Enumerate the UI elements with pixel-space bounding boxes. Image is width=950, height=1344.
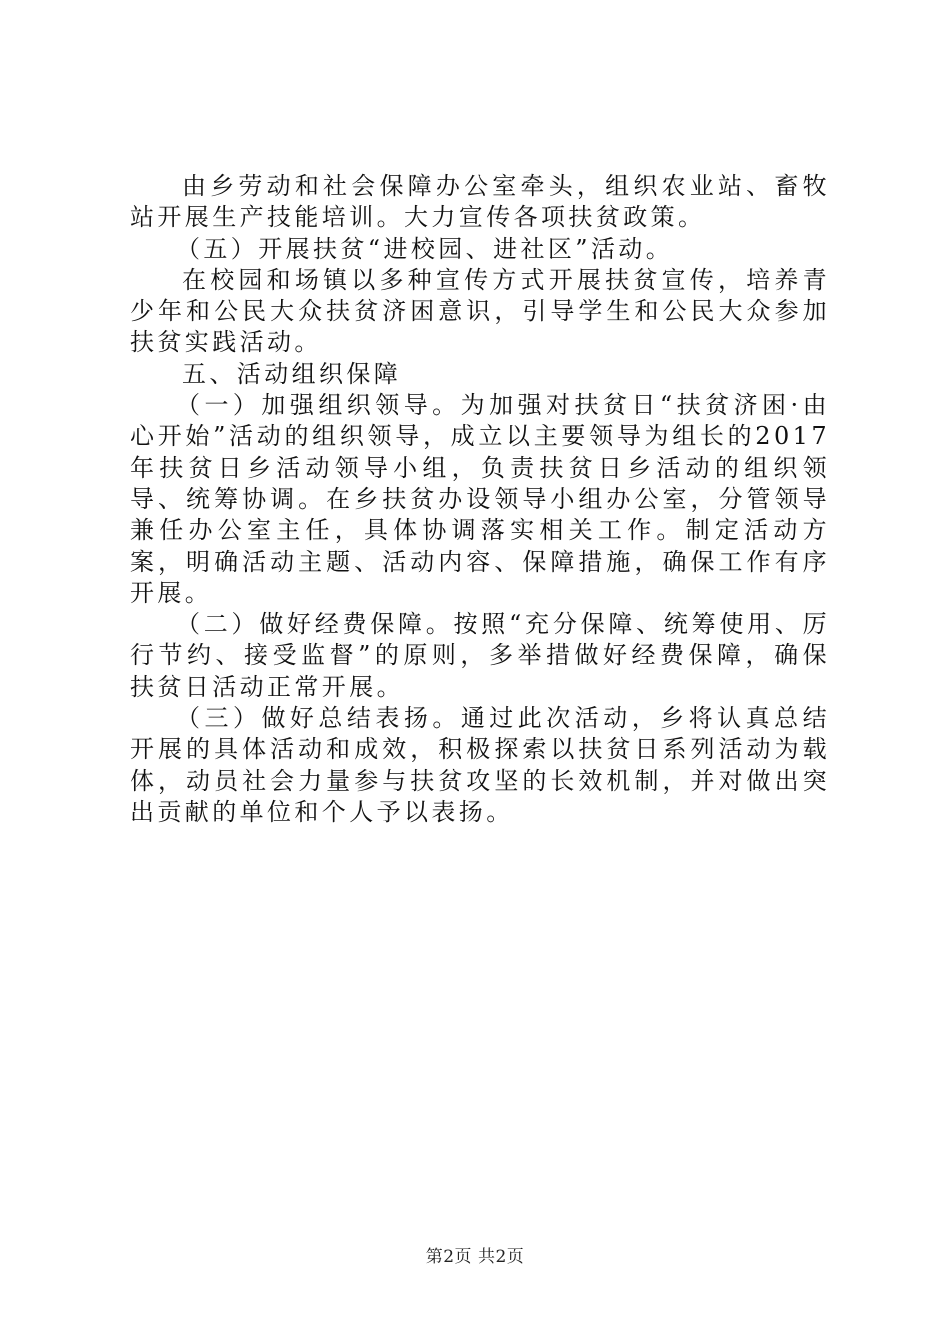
paragraph-summary: （三）做好总结表扬。通过此次活动，乡将认真总结开展的具体活动和成效，积极探索以扶贫日系列活动为载体，动员社会力量参与扶贫攻坚的长效机制，并对做出突出贡献的单位和个人予以表扬。 — [130, 704, 830, 826]
section-heading-guarantee: 五、活动组织保障 — [182, 359, 402, 388]
paragraph-training: 由乡劳动和社会保障办公室牵头，组织农业站、畜牧站开展生产技能培训。大力宣传各项扶贫政策。 — [130, 172, 830, 232]
page-number-footer: 第2页 共2页 — [425, 1247, 525, 1267]
paragraph-campus-publicity: 在校园和场镇以多种宣传方式开展扶贫宣传，培养青少年和公民大众扶贫济困意识，引导学生和公民大众参加扶贫实践活动。 — [130, 265, 830, 357]
document-body — [130, 171, 830, 828]
heading-campus-community: （五）开展扶贫“进校园、进社区”活动。 — [176, 234, 674, 263]
paragraph-funding: （二）做好经费保障。按照“充分保障、统筹使用、厉行节约、接受监督”的原则，多举措做好经费保障，确保扶贫日活动正常开展。 — [130, 610, 830, 701]
paragraph-leadership: （一）加强组织领导。为加强对扶贫日“扶贫济困·由心开始”活动的组织领导，成立以主要领导为组长的2017年扶贫日乡活动领导小组，负责扶贫日乡活动的组织领导、统筹协调。在乡扶贫办设领导小组办公室，分管领导兼任办公室主任，具体协调落实相关工作。制定活动方案，明确活动主题、活动内容、保障措施，确保工作有序开展。 — [130, 391, 830, 607]
